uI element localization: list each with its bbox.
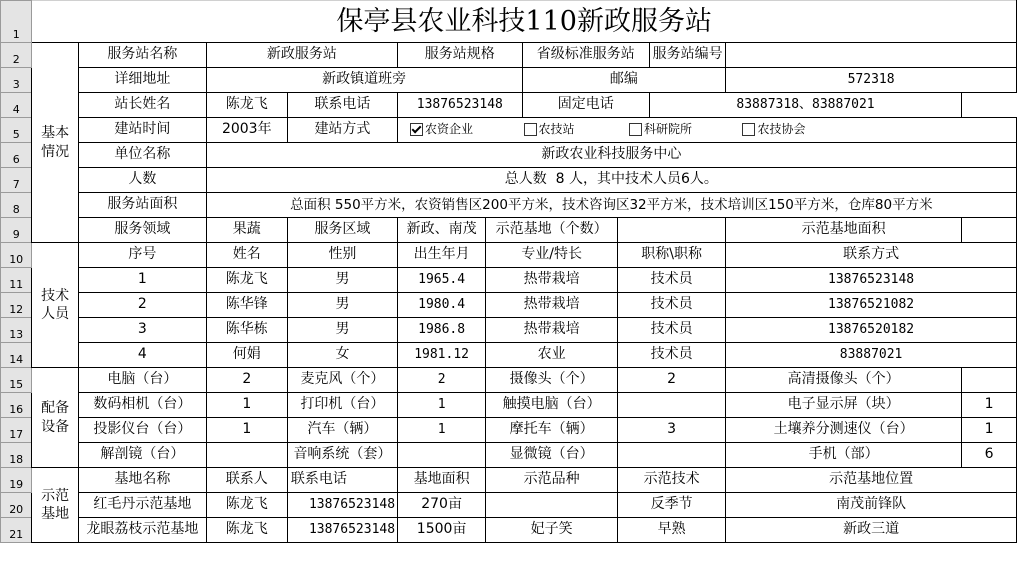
equipment-row bbox=[1, 443, 1017, 468]
demo-cell[interactable]: 陈龙飞 bbox=[206, 493, 287, 518]
staff-cell[interactable]: 热带栽培 bbox=[486, 318, 618, 343]
staff-cell[interactable]: 技术员 bbox=[618, 268, 726, 293]
staff-cell[interactable]: 13876520182 bbox=[726, 318, 1017, 343]
base-count-value[interactable] bbox=[618, 218, 726, 243]
head-name-label: 站长姓名 bbox=[78, 93, 206, 118]
row-header[interactable]: 2 bbox=[1, 43, 32, 68]
staff-cell[interactable]: 3 bbox=[78, 318, 206, 343]
section-tech bbox=[32, 243, 79, 368]
staff-row bbox=[1, 318, 1017, 343]
phone-value[interactable]: 13876523148 bbox=[398, 93, 523, 118]
equipment-row bbox=[1, 393, 1017, 418]
staff-cell[interactable]: 1965.4 bbox=[398, 268, 486, 293]
row-header[interactable]: 1 bbox=[1, 1, 32, 43]
demo-cell[interactable]: 1500亩 bbox=[398, 518, 486, 543]
demo-cell[interactable]: 红毛丹示范基地 bbox=[78, 493, 206, 518]
staff-cell[interactable]: 83887021 bbox=[726, 343, 1017, 368]
equipment-label: 摄像头（个） bbox=[486, 368, 618, 393]
staff-header-index: 序号 bbox=[78, 243, 206, 268]
equipment-value[interactable] bbox=[962, 368, 1017, 393]
row-header[interactable]: 13 bbox=[1, 318, 32, 343]
staff-cell[interactable]: 1980.4 bbox=[398, 293, 486, 318]
staff-cell[interactable]: 农业 bbox=[486, 343, 618, 368]
method-option-label: 科研院所 bbox=[643, 122, 692, 137]
demo-header-technique: 示范技术 bbox=[618, 468, 726, 493]
staff-header-gender: 性别 bbox=[287, 243, 397, 268]
demo-cell[interactable]: 新政三道 bbox=[726, 518, 1017, 543]
field-value[interactable]: 果蔬 bbox=[206, 218, 287, 243]
people-value[interactable]: 总人数 8 人，其中技术人员6人。 bbox=[206, 168, 1016, 193]
staff-cell[interactable]: 陈华栋 bbox=[206, 318, 287, 343]
row-header[interactable]: 19 bbox=[1, 468, 32, 493]
checkbox-icon[interactable] bbox=[742, 123, 755, 136]
sheet-row-2 bbox=[1, 43, 1017, 68]
demo-row bbox=[1, 493, 1017, 518]
demo-cell[interactable]: 反季节 bbox=[618, 493, 726, 518]
staff-cell[interactable]: 技术员 bbox=[618, 318, 726, 343]
demo-cell[interactable]: 270亩 bbox=[398, 493, 486, 518]
zip-label: 邮编 bbox=[522, 68, 726, 93]
equipment-value[interactable] bbox=[398, 443, 486, 468]
row-header[interactable]: 11 bbox=[1, 268, 32, 293]
checkbox-checked-icon[interactable] bbox=[410, 123, 423, 136]
equipment-label: 投影仪台（台） bbox=[78, 418, 206, 443]
equipment-value[interactable]: 1 bbox=[962, 393, 1017, 418]
section-equipment-label: 配备设备 bbox=[41, 400, 70, 435]
sheet-row-19 bbox=[1, 468, 1017, 493]
staff-cell[interactable]: 2 bbox=[78, 293, 206, 318]
staff-cell[interactable]: 13876521082 bbox=[726, 293, 1017, 318]
equipment-label: 电脑（台） bbox=[78, 368, 206, 393]
equipment-label: 解剖镜（台） bbox=[78, 443, 206, 468]
staff-cell[interactable]: 男 bbox=[287, 268, 397, 293]
staff-cell[interactable]: 陈华锋 bbox=[206, 293, 287, 318]
unit-name-value[interactable]: 新政农业科技服务中心 bbox=[206, 143, 1016, 168]
sheet-row-4 bbox=[1, 93, 1017, 118]
row-header[interactable]: 20 bbox=[1, 493, 32, 518]
station-id-value[interactable] bbox=[726, 43, 1017, 68]
row-header[interactable]: 7 bbox=[1, 168, 32, 193]
sheet-row-9 bbox=[1, 218, 1017, 243]
row-header[interactable]: 6 bbox=[1, 143, 32, 168]
unit-name-label: 单位名称 bbox=[78, 143, 206, 168]
demo-cell[interactable]: 13876523148 bbox=[287, 518, 397, 543]
equipment-label: 触摸电脑（台） bbox=[486, 393, 618, 418]
equipment-row bbox=[1, 418, 1017, 443]
region-value[interactable]: 新政、南茂 bbox=[398, 218, 486, 243]
staff-header-contact: 联系方式 bbox=[726, 243, 1017, 268]
row-header[interactable]: 17 bbox=[1, 418, 32, 443]
method-label: 建站方式 bbox=[287, 118, 397, 143]
staff-cell[interactable]: 技术员 bbox=[618, 343, 726, 368]
method-option-label: 农技协会 bbox=[757, 122, 806, 137]
equipment-value[interactable]: 1 bbox=[962, 418, 1017, 443]
base-count-label: 示范基地（个数） bbox=[486, 218, 618, 243]
station-id-label: 服务站编号 bbox=[650, 43, 726, 68]
phone-label: 联系电话 bbox=[287, 93, 397, 118]
equipment-label: 显微镜（台） bbox=[486, 443, 618, 468]
section-basic-label: 基本情况 bbox=[41, 125, 70, 160]
checkbox-icon[interactable] bbox=[629, 123, 642, 136]
equipment-label: 摩托车（辆） bbox=[486, 418, 618, 443]
section-basic bbox=[32, 43, 79, 243]
equipment-value[interactable] bbox=[618, 443, 726, 468]
equipment-label: 数码相机（台） bbox=[78, 393, 206, 418]
equipment-value[interactable]: 1 bbox=[398, 418, 486, 443]
staff-header-title: 职称\职称 bbox=[618, 243, 726, 268]
people-label: 人数 bbox=[78, 168, 206, 193]
page-title: 保亭县农业科技110新政服务站 bbox=[32, 1, 1017, 43]
row-header[interactable]: 9 bbox=[1, 218, 32, 243]
staff-cell[interactable]: 1 bbox=[78, 268, 206, 293]
base-area-value[interactable] bbox=[962, 218, 1017, 243]
equipment-label: 打印机（台） bbox=[287, 393, 397, 418]
staff-row bbox=[1, 343, 1017, 368]
equipment-value[interactable]: 2 bbox=[398, 368, 486, 393]
section-tech-label: 技术人员 bbox=[41, 287, 70, 322]
demo-header-contact: 联系人 bbox=[206, 468, 287, 493]
sheet-row-10 bbox=[1, 243, 1017, 268]
demo-cell[interactable]: 13876523148 bbox=[287, 493, 397, 518]
equipment-label: 麦克风（个） bbox=[287, 368, 397, 393]
method-options bbox=[398, 118, 1017, 143]
zip-value[interactable]: 572318 bbox=[726, 68, 1017, 93]
row-header[interactable]: 12 bbox=[1, 293, 32, 318]
row-header[interactable]: 21 bbox=[1, 518, 32, 543]
row-header[interactable]: 10 bbox=[1, 243, 32, 268]
base-area-label: 示范基地面积 bbox=[726, 218, 962, 243]
section-demo bbox=[32, 468, 79, 543]
equipment-value[interactable]: 1 bbox=[398, 393, 486, 418]
staff-header-specialty: 专业/特长 bbox=[486, 243, 618, 268]
sheet-row-5 bbox=[1, 118, 1017, 143]
region-label: 服务区域 bbox=[287, 218, 397, 243]
staff-header-birth: 出生年月 bbox=[398, 243, 486, 268]
staff-row bbox=[1, 293, 1017, 318]
built-time-value[interactable]: 2003年 bbox=[206, 118, 287, 143]
equipment-value[interactable] bbox=[618, 393, 726, 418]
fixed-phone-value[interactable]: 83887318、83887021 bbox=[650, 93, 962, 118]
staff-row bbox=[1, 268, 1017, 293]
equipment-value[interactable]: 1 bbox=[206, 418, 287, 443]
demo-header-location: 示范基地位置 bbox=[726, 468, 1017, 493]
section-demo-label: 示范基地 bbox=[41, 487, 70, 522]
built-time-label: 建站时间 bbox=[78, 118, 206, 143]
demo-header-area: 基地面积 bbox=[398, 468, 486, 493]
staff-cell[interactable]: 热带栽培 bbox=[486, 293, 618, 318]
demo-cell[interactable]: 陈龙飞 bbox=[206, 518, 287, 543]
row-header[interactable]: 5 bbox=[1, 118, 32, 143]
row-header[interactable]: 8 bbox=[1, 193, 32, 218]
staff-cell[interactable]: 女 bbox=[287, 343, 397, 368]
row-header[interactable]: 15 bbox=[1, 368, 32, 393]
station-scale-label: 服务站规格 bbox=[398, 43, 523, 68]
equipment-value[interactable]: 3 bbox=[618, 418, 726, 443]
method-option-label: 农资企业 bbox=[425, 122, 474, 137]
field-label: 服务领域 bbox=[78, 218, 206, 243]
equipment-label: 汽车（辆） bbox=[287, 418, 397, 443]
equipment-value[interactable]: 2 bbox=[618, 368, 726, 393]
staff-cell[interactable]: 何娟 bbox=[206, 343, 287, 368]
row-header[interactable]: 3 bbox=[1, 68, 32, 93]
method-option-association[interactable] bbox=[742, 123, 805, 136]
sheet-row-7 bbox=[1, 168, 1017, 193]
row-header[interactable]: 4 bbox=[1, 93, 32, 118]
head-name-value[interactable]: 陈龙飞 bbox=[206, 93, 287, 118]
staff-cell[interactable]: 陈龙飞 bbox=[206, 268, 287, 293]
checkbox-icon[interactable] bbox=[524, 123, 537, 136]
row-header[interactable]: 14 bbox=[1, 343, 32, 368]
area-label: 服务站面积 bbox=[78, 193, 206, 218]
equipment-value[interactable]: 1 bbox=[206, 393, 287, 418]
method-option-institute[interactable] bbox=[629, 123, 692, 136]
equipment-value[interactable]: 2 bbox=[206, 368, 287, 393]
station-scale-value[interactable]: 省级标准服务站 bbox=[522, 43, 649, 68]
staff-cell[interactable]: 1986.8 bbox=[398, 318, 486, 343]
equipment-label: 手机（部） bbox=[726, 443, 962, 468]
staff-cell[interactable]: 男 bbox=[287, 293, 397, 318]
sheet-row-6 bbox=[1, 143, 1017, 168]
method-option-enterprise[interactable] bbox=[410, 123, 473, 136]
address-label: 详细地址 bbox=[78, 68, 206, 93]
equipment-value[interactable] bbox=[206, 443, 287, 468]
fixed-phone-label: 固定电话 bbox=[522, 93, 649, 118]
station-name-value[interactable]: 新政服务站 bbox=[206, 43, 397, 68]
area-value[interactable]: 总面积 550平方米，农资销售区200平方米，技术咨询区32平方米，技术培训区150平方米，仓库80平方米 bbox=[206, 193, 1016, 218]
sheet-row-8 bbox=[1, 193, 1017, 218]
equipment-label: 电子显示屏（块） bbox=[726, 393, 962, 418]
demo-cell[interactable]: 妃子笑 bbox=[486, 518, 618, 543]
sheet-row-3 bbox=[1, 68, 1017, 93]
address-value[interactable]: 新政镇道班旁 bbox=[206, 68, 522, 93]
staff-cell[interactable]: 热带栽培 bbox=[486, 268, 618, 293]
demo-cell[interactable]: 早熟 bbox=[618, 518, 726, 543]
staff-cell[interactable]: 男 bbox=[287, 318, 397, 343]
demo-row bbox=[1, 518, 1017, 543]
method-option-station[interactable] bbox=[524, 123, 575, 136]
row-header[interactable]: 18 bbox=[1, 443, 32, 468]
sheet-row-1 bbox=[1, 1, 1017, 43]
equipment-label: 高清摄像头（个） bbox=[726, 368, 962, 393]
equipment-value[interactable]: 6 bbox=[962, 443, 1017, 468]
equipment-row bbox=[1, 368, 1017, 393]
demo-header-name: 基地名称 bbox=[78, 468, 206, 493]
demo-cell[interactable]: 龙眼荔枝示范基地 bbox=[78, 518, 206, 543]
staff-cell[interactable]: 4 bbox=[78, 343, 206, 368]
demo-cell[interactable] bbox=[486, 493, 618, 518]
staff-cell[interactable]: 1981.12 bbox=[398, 343, 486, 368]
row-header[interactable]: 16 bbox=[1, 393, 32, 418]
demo-header-variety: 示范品种 bbox=[486, 468, 618, 493]
staff-cell[interactable]: 13876523148 bbox=[726, 268, 1017, 293]
station-name-label: 服务站名称 bbox=[78, 43, 206, 68]
equipment-label: 土壤养分测速仪（台） bbox=[726, 418, 962, 443]
section-equipment bbox=[32, 368, 79, 468]
staff-header-name: 姓名 bbox=[206, 243, 287, 268]
demo-header-phone: 联系电话 bbox=[287, 468, 397, 493]
demo-cell[interactable]: 南茂前锋队 bbox=[726, 493, 1017, 518]
method-option-label: 农技站 bbox=[538, 122, 575, 137]
equipment-label: 音响系统（套） bbox=[287, 443, 397, 468]
staff-cell[interactable]: 技术员 bbox=[618, 293, 726, 318]
